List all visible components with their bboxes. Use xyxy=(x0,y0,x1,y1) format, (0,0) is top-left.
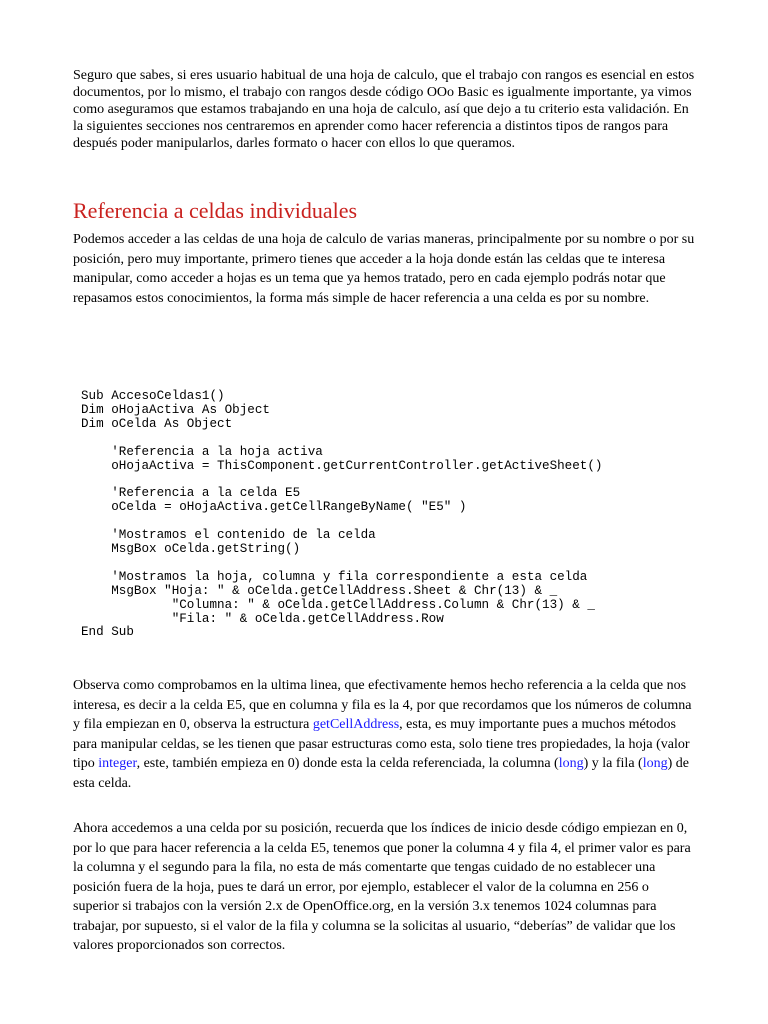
code-block: Sub AccesoCeldas1() Dim oHojaActiva As Object Dim oCelda As Object 'Referencia a la hoja activa oHojaActiva = ThisComponent.getCurrentController.getActiveSheet() 'Referencia a la celda E5 oCelda = oHojaActiva.getCellRangeByName( "E5" ) 'Mostramos el contenido de la celda MsgBox oCelda.getString() 'Mostramos la hoja, columna y fila correspondiente a esta celda MsgBox "Hoja: " & oCelda.getCellAddress.Sheet & Chr(13) & _ "Columna: " & oCelda.getCellAddress.Column & Chr(13) & _ "Fila: " & oCelda.getCellAddress.Row End Sub xyxy=(81,389,603,640)
integer-link[interactable]: integer xyxy=(98,756,137,771)
long-link-row[interactable]: long xyxy=(642,756,668,771)
intro-paragraph: Seguro que sabes, si eres usuario habitual de una hoja de calculo, que el trabajo con rangos es esencial en estos documentos, por lo mismo, el trabajo con rangos desde código OOo Basic es igualmente importante, ya vimos como aseguramos que estamos trabajando en una hoja de calculo, así que dejo a tu criterio esta validación. En la siguientes secciones nos centraremos en aprender como hacer referencia a distintos tipos de rangos para después poder manipularlos, darles formato o hacer con ellos lo que queramos. xyxy=(73,68,695,151)
section-heading: Referencia a celdas individuales xyxy=(73,198,358,223)
text-segment: , esta, es muy importante pues a muchos métodos para manipular celdas, se les tienen que pasar estructuras como esta, solo tiene tres propiedades, la hoja (valor tipo xyxy=(73,717,690,771)
long-link-column[interactable]: long xyxy=(558,756,584,771)
text-segment: ) de esta celda. xyxy=(73,756,689,791)
body-paragraph-posicion: Ahora accedemos a una celda por su posición, recuerda que los índices de inicio desde código empiezan en 0, por lo que para hacer referencia a la celda E5, tenemos que poner la columna 4 y fila 4, el primer valor es para la columna y el segundo para la fila, no esta de más comentarte que tengas cuidado de no establecer una posición fuera de la hoja, pues te dará un error, por ejemplo, establecer el valor de la columna en 256 o superior si trabajos con la versión 2.x de OpenOffice.org, en la versión 3.x tenemos 1024 columnas para trabajar, por supuesto, si el valor de la fila y columna se la solicitas al usuario, “deberías” de validar que los valores proporcionados son correctos. xyxy=(73,821,691,953)
text-segment: ) y la fila ( xyxy=(583,756,643,771)
getcelladdress-link[interactable]: getCellAddress xyxy=(312,717,400,732)
body-paragraph-getcelladdress xyxy=(73,676,698,793)
text-segment: Observa como comprobamos en la ultima linea, que efectivamente hemos hecho referencia a la celda que nos interesa, es decir a la celda E5, que en columna y fila es la 4, por que recordamos que los números de columna y fila empiezan en 0, observa la estructura xyxy=(73,678,692,732)
text-segment: , este, también empieza en 0) donde esta la celda referenciada, la columna ( xyxy=(136,756,559,771)
body-paragraph-celdas: Podemos acceder a las celdas de una hoja de calculo de varias maneras, principalmente por su nombre o por su posición, pero muy importante, primero tienes que acceder a la hoja donde están las celdas que te interesa manipular, como acceder a hojas es un tema que ya hemos tratado, pero en cada ejemplo podrás notar que repasamos estos conocimientos, la forma más simple de hacer referencia a una celda es por su nombre. xyxy=(73,232,695,306)
